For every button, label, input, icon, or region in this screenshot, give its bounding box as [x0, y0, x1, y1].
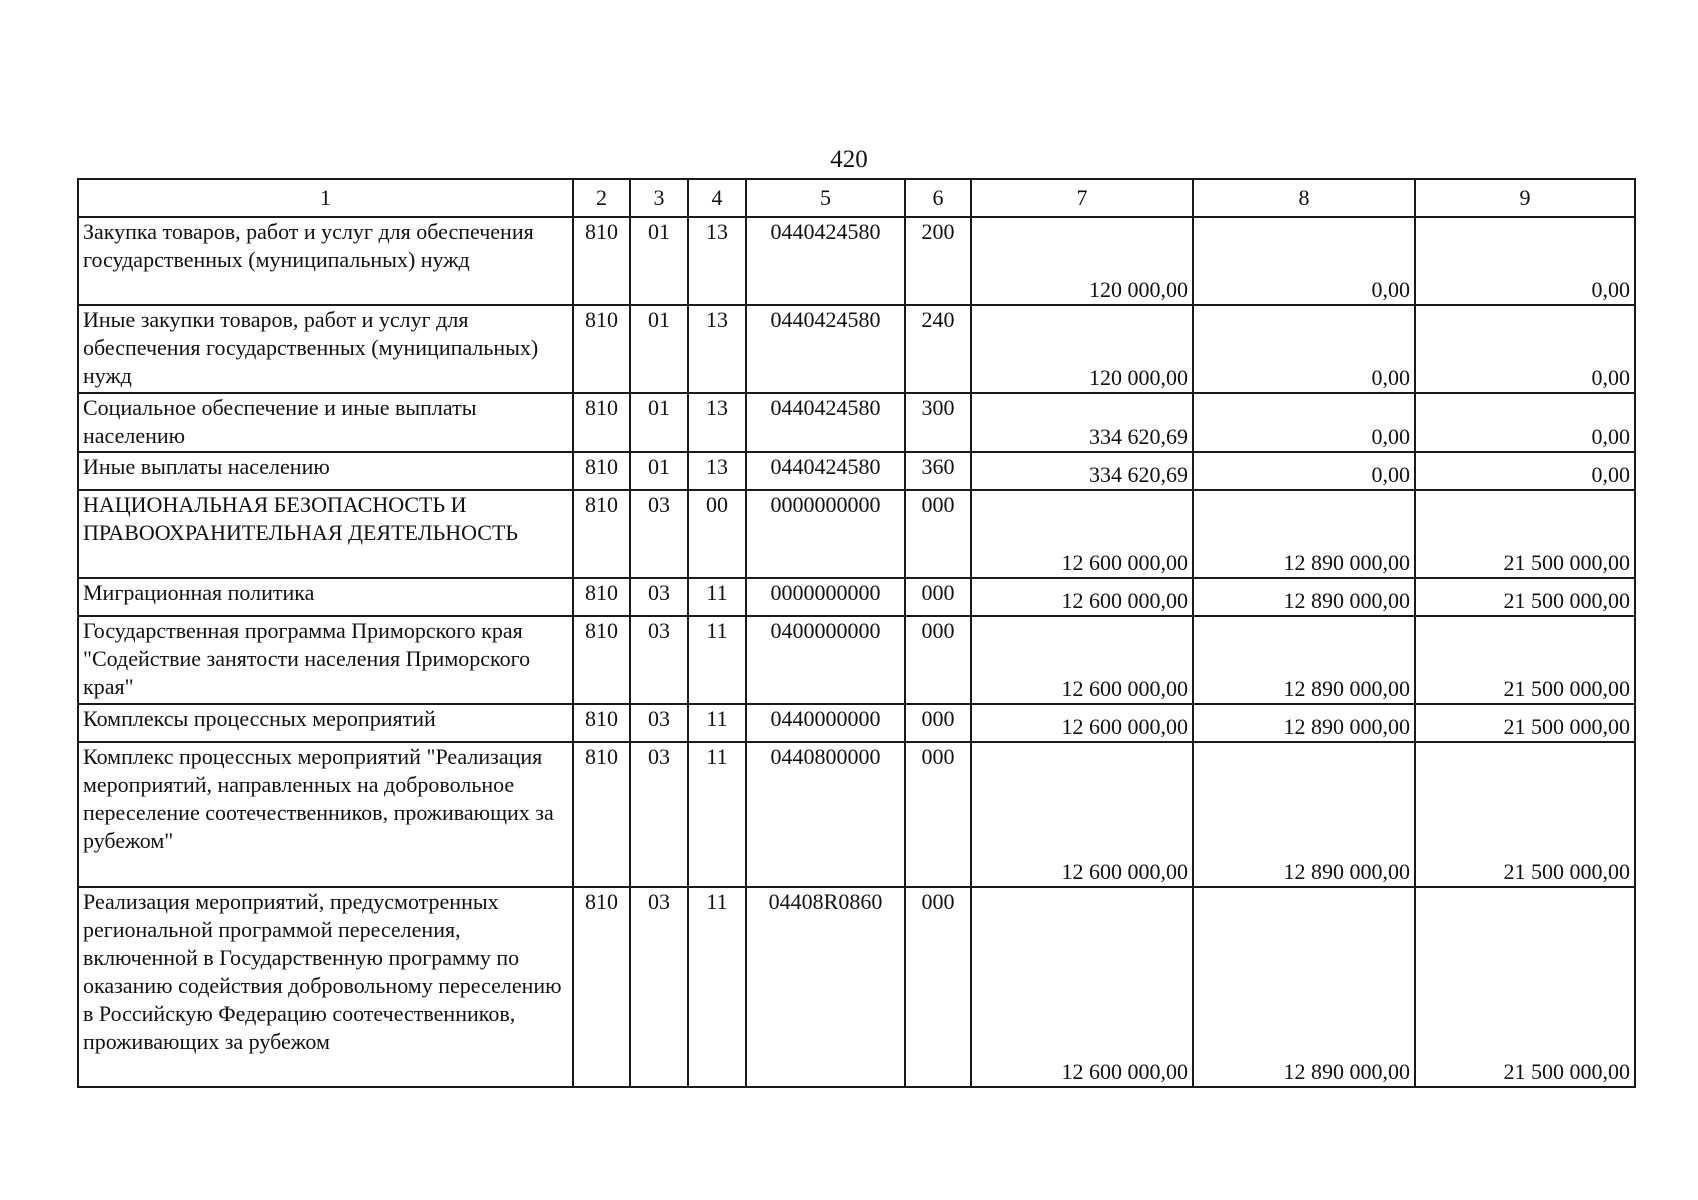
amount-col-9: 21 500 000,00 — [1415, 742, 1635, 887]
code-section: 01 — [630, 305, 688, 393]
table-row — [78, 616, 1635, 704]
row-name: Иные закупки товаров, работ и услуг для обеспечения государственных (муниципальных) нужд — [78, 305, 573, 393]
table-row — [78, 217, 1635, 305]
amount-col-9: 0,00 — [1415, 305, 1635, 393]
amount-col-9: 21 500 000,00 — [1415, 704, 1635, 742]
table-row — [78, 887, 1635, 1087]
code-target-article: 0440424580 — [746, 452, 905, 490]
code-target-article: 0000000000 — [746, 578, 905, 616]
code-subsection: 11 — [688, 578, 746, 616]
row-name: Реализация мероприятий, предусмотренных региональной программой переселения, включенной в Государственную программу по оказанию содействия добровольному переселению в Российскую Федерацию соотечественников, проживающих за рубежом — [78, 887, 573, 1087]
code-ministry: 810 — [573, 393, 630, 452]
header-cell: 4 — [688, 179, 746, 217]
header-row — [78, 179, 1635, 217]
page-number: 420 — [830, 146, 868, 173]
amount-col-8: 0,00 — [1193, 305, 1415, 393]
header-cell: 5 — [746, 179, 905, 217]
amount-col-7: 12 600 000,00 — [971, 887, 1193, 1087]
code-ministry: 810 — [573, 887, 630, 1087]
code-ministry: 810 — [573, 305, 630, 393]
header-cell: 8 — [1193, 179, 1415, 217]
code-expense-type: 240 — [905, 305, 971, 393]
code-section: 01 — [630, 393, 688, 452]
budget-table — [77, 178, 1636, 1088]
amount-col-8: 12 890 000,00 — [1193, 578, 1415, 616]
row-name: Комплексы процессных мероприятий — [78, 704, 573, 742]
code-ministry: 810 — [573, 616, 630, 704]
code-expense-type: 300 — [905, 393, 971, 452]
amount-col-9: 0,00 — [1415, 452, 1635, 490]
code-expense-type: 000 — [905, 742, 971, 887]
amount-col-8: 12 890 000,00 — [1193, 704, 1415, 742]
header-cell: 3 — [630, 179, 688, 217]
code-target-article: 04408R0860 — [746, 887, 905, 1087]
code-expense-type: 000 — [905, 578, 971, 616]
code-ministry: 810 — [573, 452, 630, 490]
table-row — [78, 704, 1635, 742]
table-row — [78, 452, 1635, 490]
amount-col-9: 21 500 000,00 — [1415, 887, 1635, 1087]
code-expense-type: 200 — [905, 217, 971, 305]
amount-col-9: 21 500 000,00 — [1415, 616, 1635, 704]
code-subsection: 00 — [688, 490, 746, 578]
amount-col-7: 12 600 000,00 — [971, 742, 1193, 887]
row-name: НАЦИОНАЛЬНАЯ БЕЗОПАСНОСТЬ И ПРАВООХРАНИТЕЛЬНАЯ ДЕЯТЕЛЬНОСТЬ — [78, 490, 573, 578]
code-subsection: 11 — [688, 742, 746, 887]
code-expense-type: 000 — [905, 887, 971, 1087]
code-target-article: 0400000000 — [746, 616, 905, 704]
header-cell: 6 — [905, 179, 971, 217]
amount-col-8: 12 890 000,00 — [1193, 887, 1415, 1087]
table-row — [78, 305, 1635, 393]
code-target-article: 0440424580 — [746, 217, 905, 305]
amount-col-8: 0,00 — [1193, 452, 1415, 490]
code-section: 03 — [630, 616, 688, 704]
header-cell: 9 — [1415, 179, 1635, 217]
amount-col-8: 0,00 — [1193, 393, 1415, 452]
code-ministry: 810 — [573, 704, 630, 742]
code-subsection: 13 — [688, 393, 746, 452]
code-expense-type: 000 — [905, 616, 971, 704]
code-ministry: 810 — [573, 742, 630, 887]
amount-col-7: 12 600 000,00 — [971, 490, 1193, 578]
code-section: 03 — [630, 490, 688, 578]
code-target-article: 0440424580 — [746, 305, 905, 393]
code-target-article: 0440424580 — [746, 393, 905, 452]
code-subsection: 13 — [688, 217, 746, 305]
header-cell: 7 — [971, 179, 1193, 217]
table-row — [78, 578, 1635, 616]
code-expense-type: 000 — [905, 704, 971, 742]
code-section: 01 — [630, 452, 688, 490]
code-target-article: 0000000000 — [746, 490, 905, 578]
amount-col-9: 21 500 000,00 — [1415, 490, 1635, 578]
code-ministry: 810 — [573, 578, 630, 616]
code-section: 01 — [630, 217, 688, 305]
amount-col-9: 21 500 000,00 — [1415, 578, 1635, 616]
code-section: 03 — [630, 887, 688, 1087]
amount-col-8: 12 890 000,00 — [1193, 490, 1415, 578]
table-row — [78, 490, 1635, 578]
code-subsection: 13 — [688, 305, 746, 393]
amount-col-9: 0,00 — [1415, 393, 1635, 452]
code-subsection: 11 — [688, 887, 746, 1087]
code-section: 03 — [630, 704, 688, 742]
code-subsection: 11 — [688, 616, 746, 704]
code-subsection: 11 — [688, 704, 746, 742]
amount-col-7: 12 600 000,00 — [971, 578, 1193, 616]
amount-col-9: 0,00 — [1415, 217, 1635, 305]
amount-col-7: 12 600 000,00 — [971, 616, 1193, 704]
code-ministry: 810 — [573, 490, 630, 578]
code-expense-type: 000 — [905, 490, 971, 578]
code-section: 03 — [630, 742, 688, 887]
header-cell: 2 — [573, 179, 630, 217]
code-expense-type: 360 — [905, 452, 971, 490]
amount-col-7: 120 000,00 — [971, 217, 1193, 305]
amount-col-8: 0,00 — [1193, 217, 1415, 305]
amount-col-7: 334 620,69 — [971, 393, 1193, 452]
amount-col-7: 334 620,69 — [971, 452, 1193, 490]
amount-col-8: 12 890 000,00 — [1193, 616, 1415, 704]
table-row — [78, 742, 1635, 887]
header-cell: 1 — [78, 179, 573, 217]
row-name: Миграционная политика — [78, 578, 573, 616]
row-name: Социальное обеспечение и иные выплаты населению — [78, 393, 573, 452]
amount-col-8: 12 890 000,00 — [1193, 742, 1415, 887]
code-subsection: 13 — [688, 452, 746, 490]
table-row — [78, 393, 1635, 452]
row-name: Иные выплаты населению — [78, 452, 573, 490]
row-name: Закупка товаров, работ и услуг для обеспечения государственных (муниципальных) нужд — [78, 217, 573, 305]
amount-col-7: 120 000,00 — [971, 305, 1193, 393]
code-target-article: 0440800000 — [746, 742, 905, 887]
code-section: 03 — [630, 578, 688, 616]
amount-col-7: 12 600 000,00 — [971, 704, 1193, 742]
row-name: Комплекс процессных мероприятий "Реализация мероприятий, направленных на добровольное переселение соотечественников, проживающих за рубежом" — [78, 742, 573, 887]
row-name: Государственная программа Приморского края "Содействие занятости населения Приморского края" — [78, 616, 573, 704]
code-ministry: 810 — [573, 217, 630, 305]
code-target-article: 0440000000 — [746, 704, 905, 742]
